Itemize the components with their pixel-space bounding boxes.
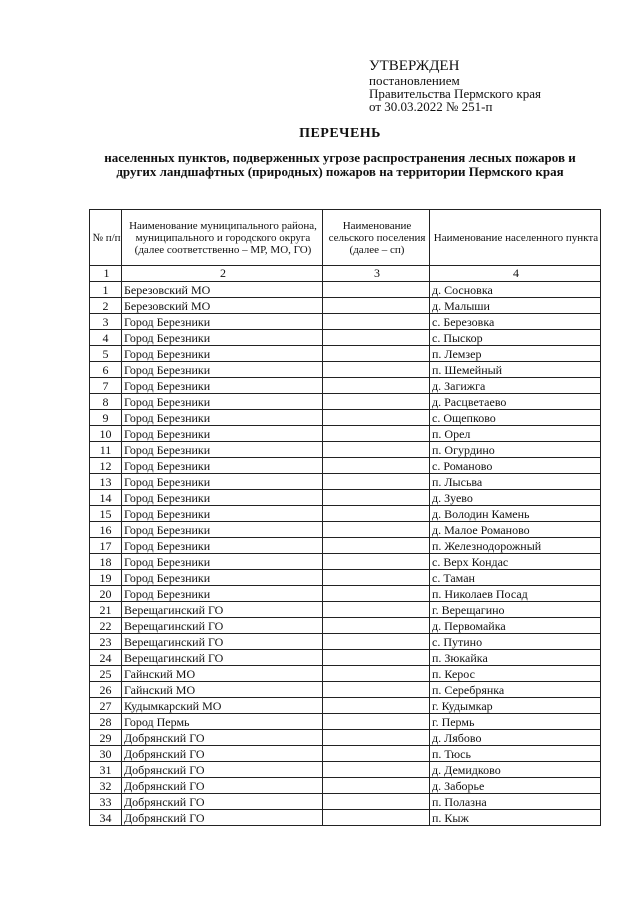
row-settlement — [323, 602, 430, 618]
row-number: 5 — [90, 346, 122, 362]
row-number: 28 — [90, 714, 122, 730]
row-locality: п. Тюсь — [430, 746, 601, 762]
row-district: Город Березники — [122, 586, 323, 602]
column-number: 4 — [430, 266, 601, 282]
column-number: 2 — [122, 266, 323, 282]
row-settlement — [323, 410, 430, 426]
table-row — [90, 714, 601, 730]
row-district: Город Березники — [122, 346, 323, 362]
row-district: Кудымкарский МО — [122, 698, 323, 714]
row-locality: с. Путино — [430, 634, 601, 650]
document-subtitle: населенных пунктов, подверженных угрозе распространения лесных пожаров и других ландшафтных (природных) пожаров на территории Пермского края — [104, 150, 576, 179]
row-district: Добрянский ГО — [122, 730, 323, 746]
row-locality: с. Березовка — [430, 314, 601, 330]
row-settlement — [323, 762, 430, 778]
row-district: Березовский МО — [122, 282, 323, 298]
table-row — [90, 778, 601, 794]
row-district: Город Березники — [122, 330, 323, 346]
row-settlement — [323, 794, 430, 810]
row-settlement — [323, 538, 430, 554]
row-district: Город Березники — [122, 554, 323, 570]
row-locality: п. Лемзер — [430, 346, 601, 362]
row-number: 26 — [90, 682, 122, 698]
table-row — [90, 730, 601, 746]
table-row — [90, 762, 601, 778]
row-settlement — [323, 474, 430, 490]
row-settlement — [323, 490, 430, 506]
table-row — [90, 794, 601, 810]
row-locality: с. Ощепково — [430, 410, 601, 426]
row-number: 14 — [90, 490, 122, 506]
row-number: 21 — [90, 602, 122, 618]
row-settlement — [323, 746, 430, 762]
row-locality: д. Заборье — [430, 778, 601, 794]
table-row — [90, 298, 601, 314]
row-number: 24 — [90, 650, 122, 666]
table-row — [90, 330, 601, 346]
row-number: 11 — [90, 442, 122, 458]
row-number: 20 — [90, 586, 122, 602]
row-number: 32 — [90, 778, 122, 794]
row-locality: г. Пермь — [430, 714, 601, 730]
row-district: Березовский МО — [122, 298, 323, 314]
row-district: Город Березники — [122, 490, 323, 506]
row-number: 27 — [90, 698, 122, 714]
settlements-table — [89, 209, 601, 826]
table-row — [90, 666, 601, 682]
table-row — [90, 538, 601, 554]
row-settlement — [323, 442, 430, 458]
row-district: Добрянский ГО — [122, 794, 323, 810]
table-row — [90, 602, 601, 618]
row-settlement — [323, 506, 430, 522]
row-number: 10 — [90, 426, 122, 442]
table-header-row — [90, 210, 601, 266]
row-settlement — [323, 330, 430, 346]
row-number: 33 — [90, 794, 122, 810]
row-number: 23 — [90, 634, 122, 650]
row-locality: д. Демидково — [430, 762, 601, 778]
table-row — [90, 426, 601, 442]
row-number: 29 — [90, 730, 122, 746]
column-number: 1 — [90, 266, 122, 282]
approval-line-2: Правительства Пермского края — [369, 86, 541, 101]
row-settlement — [323, 394, 430, 410]
table-row — [90, 682, 601, 698]
table-row — [90, 314, 601, 330]
row-locality: п. Серебрянка — [430, 682, 601, 698]
table-row — [90, 586, 601, 602]
row-number: 19 — [90, 570, 122, 586]
row-locality: д. Расцветаево — [430, 394, 601, 410]
table-row — [90, 698, 601, 714]
table-row — [90, 522, 601, 538]
row-locality: д. Малыши — [430, 298, 601, 314]
row-locality: д. Володин Камень — [430, 506, 601, 522]
row-district: Город Березники — [122, 522, 323, 538]
table-row — [90, 506, 601, 522]
header-locality: Наименование населенного пункта — [430, 210, 601, 266]
row-settlement — [323, 682, 430, 698]
table-row — [90, 442, 601, 458]
row-settlement — [323, 586, 430, 602]
document-title: ПЕРЕЧЕНЬ — [299, 126, 381, 141]
row-settlement — [323, 426, 430, 442]
approval-line-3: от 30.03.2022 № 251-п — [369, 99, 493, 114]
approval-line-1: постановлением — [369, 73, 460, 88]
row-locality: п. Керос — [430, 666, 601, 682]
row-locality: п. Полазна — [430, 794, 601, 810]
table-body — [90, 282, 601, 826]
table-row — [90, 346, 601, 362]
row-locality: д. Сосновка — [430, 282, 601, 298]
table-row — [90, 362, 601, 378]
row-settlement — [323, 714, 430, 730]
row-locality: п. Орел — [430, 426, 601, 442]
table-row — [90, 282, 601, 298]
row-number: 13 — [90, 474, 122, 490]
approval-stamp — [369, 58, 541, 113]
table-row — [90, 634, 601, 650]
table-row — [90, 570, 601, 586]
row-district: Город Березники — [122, 378, 323, 394]
row-district: Гайнский МО — [122, 666, 323, 682]
row-district: Город Березники — [122, 570, 323, 586]
row-number: 31 — [90, 762, 122, 778]
header-number: № п/п — [90, 210, 122, 266]
row-district: Город Березники — [122, 314, 323, 330]
document-heading — [90, 127, 590, 179]
row-number: 15 — [90, 506, 122, 522]
table-row — [90, 474, 601, 490]
row-district: Город Березники — [122, 506, 323, 522]
row-settlement — [323, 778, 430, 794]
row-district: Город Березники — [122, 538, 323, 554]
row-settlement — [323, 282, 430, 298]
row-settlement — [323, 522, 430, 538]
row-settlement — [323, 730, 430, 746]
table-row — [90, 810, 601, 826]
row-settlement — [323, 378, 430, 394]
row-number: 34 — [90, 810, 122, 826]
row-locality: п. Кыж — [430, 810, 601, 826]
row-number: 1 — [90, 282, 122, 298]
row-district: Добрянский ГО — [122, 746, 323, 762]
row-district: Город Пермь — [122, 714, 323, 730]
table-row — [90, 458, 601, 474]
row-locality: п. Николаев Посад — [430, 586, 601, 602]
row-locality: с. Романово — [430, 458, 601, 474]
row-number: 22 — [90, 618, 122, 634]
approval-title: УТВЕРЖДЕН — [369, 58, 460, 74]
row-settlement — [323, 810, 430, 826]
row-locality: д. Загижга — [430, 378, 601, 394]
row-settlement — [323, 666, 430, 682]
table-row — [90, 618, 601, 634]
row-settlement — [323, 618, 430, 634]
row-district: Город Березники — [122, 474, 323, 490]
row-settlement — [323, 650, 430, 666]
row-settlement — [323, 314, 430, 330]
row-district: Добрянский ГО — [122, 810, 323, 826]
row-locality: г. Верещагино — [430, 602, 601, 618]
row-settlement — [323, 554, 430, 570]
row-locality: д. Первомайка — [430, 618, 601, 634]
row-number: 9 — [90, 410, 122, 426]
row-locality: д. Лябово — [430, 730, 601, 746]
row-number: 7 — [90, 378, 122, 394]
row-district: Город Березники — [122, 442, 323, 458]
row-settlement — [323, 634, 430, 650]
row-number: 30 — [90, 746, 122, 762]
row-locality: с. Таман — [430, 570, 601, 586]
row-locality: г. Кудымкар — [430, 698, 601, 714]
row-district: Верещагинский ГО — [122, 618, 323, 634]
table-row — [90, 554, 601, 570]
row-district: Верещагинский ГО — [122, 602, 323, 618]
row-settlement — [323, 570, 430, 586]
row-district: Гайнский МО — [122, 682, 323, 698]
row-locality: п. Железнодорожный — [430, 538, 601, 554]
row-district: Верещагинский ГО — [122, 650, 323, 666]
table-row — [90, 746, 601, 762]
row-locality: с. Верх Кондас — [430, 554, 601, 570]
row-locality: п. Огурдино — [430, 442, 601, 458]
table-row — [90, 394, 601, 410]
column-numbers-row — [90, 266, 601, 282]
header-settlement: Наименование сельского поселения (далее – сп) — [323, 210, 430, 266]
row-number: 6 — [90, 362, 122, 378]
row-locality: д. Малое Романово — [430, 522, 601, 538]
table-row — [90, 490, 601, 506]
row-settlement — [323, 298, 430, 314]
row-number: 8 — [90, 394, 122, 410]
row-locality: д. Зуево — [430, 490, 601, 506]
row-district: Город Березники — [122, 426, 323, 442]
row-district: Город Березники — [122, 458, 323, 474]
row-number: 25 — [90, 666, 122, 682]
row-district: Добрянский ГО — [122, 778, 323, 794]
column-number: 3 — [323, 266, 430, 282]
row-settlement — [323, 346, 430, 362]
row-settlement — [323, 458, 430, 474]
row-settlement — [323, 362, 430, 378]
row-locality: п. Лысьва — [430, 474, 601, 490]
row-number: 2 — [90, 298, 122, 314]
row-number: 17 — [90, 538, 122, 554]
table-row — [90, 378, 601, 394]
row-number: 16 — [90, 522, 122, 538]
row-number: 4 — [90, 330, 122, 346]
row-district: Верещагинский ГО — [122, 634, 323, 650]
row-district: Добрянский ГО — [122, 762, 323, 778]
header-district: Наименование муниципального района, муниципального и городского округа (далее соответственно – МР, МО, ГО) — [122, 210, 323, 266]
row-locality: п. Шемейный — [430, 362, 601, 378]
row-number: 12 — [90, 458, 122, 474]
table-row — [90, 650, 601, 666]
row-number: 18 — [90, 554, 122, 570]
row-locality: п. Зюкайка — [430, 650, 601, 666]
row-district: Город Березники — [122, 362, 323, 378]
table-row — [90, 410, 601, 426]
row-district: Город Березники — [122, 394, 323, 410]
row-district: Город Березники — [122, 410, 323, 426]
row-locality: с. Пыскор — [430, 330, 601, 346]
row-settlement — [323, 698, 430, 714]
row-number: 3 — [90, 314, 122, 330]
